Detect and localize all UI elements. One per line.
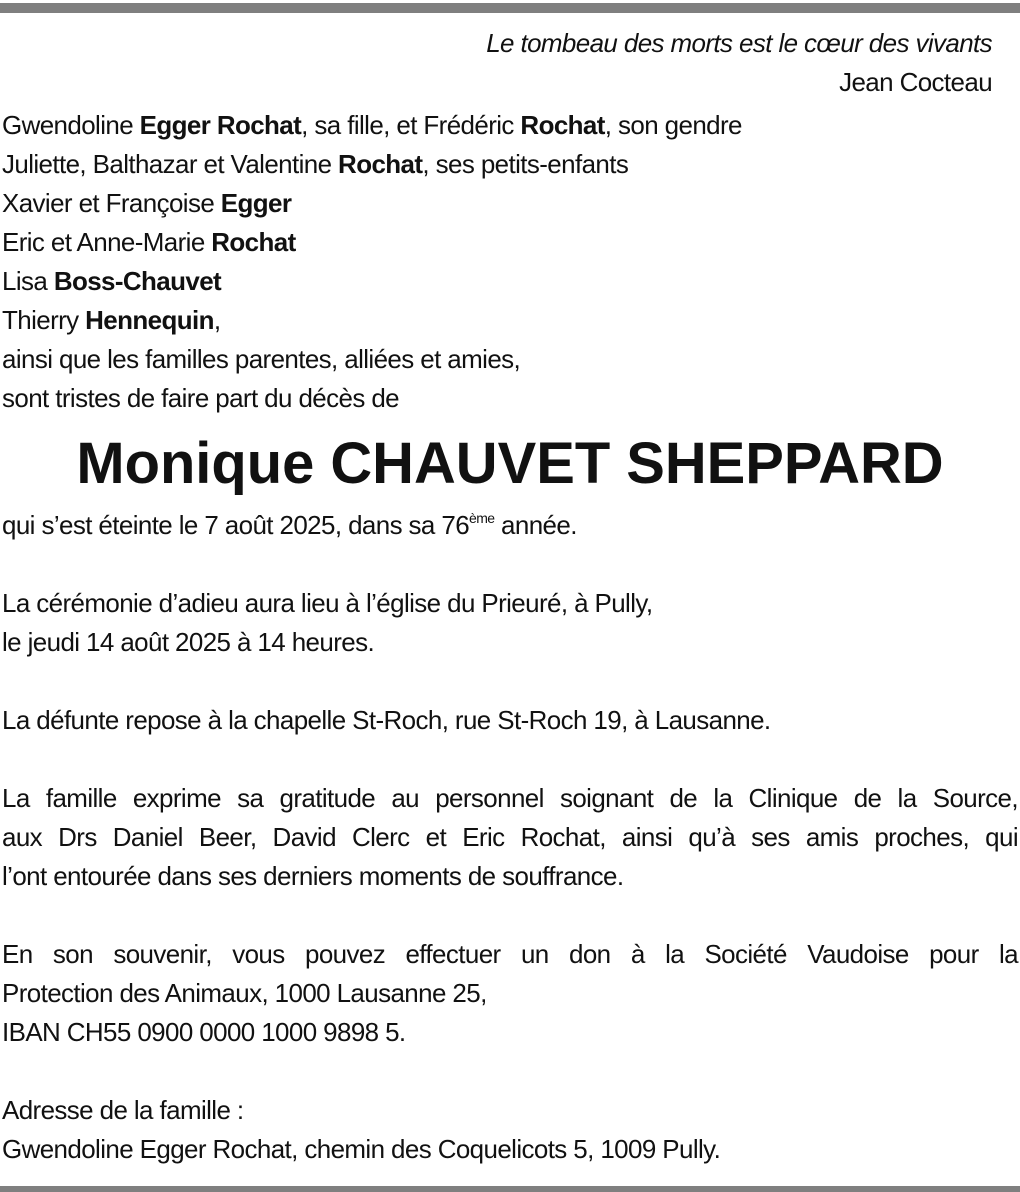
top-rule (0, 3, 1020, 13)
family-address: Adresse de la famille : Gwendoline Egger Rochat, chemin des Coquelicots 5, 1009 Pully. (2, 1095, 721, 1164)
mourner-line: Juliette, Balthazar et Valentine Rochat, ses petits-enfants (2, 149, 629, 179)
families-line: ainsi que les familles parentes, alliées et amies, (2, 344, 521, 374)
mourner-line: Gwendoline Egger Rochat, sa fille, et Frédéric Rochat, son gendre (2, 110, 742, 140)
deceased-name: Monique CHAUVET SHEPPARD (76, 431, 944, 496)
announcement-line: sont tristes de faire part du décès de (2, 383, 399, 413)
mourner-line: Lisa Boss-Chauvet (2, 266, 222, 296)
obituary-notice (2, 24, 1018, 1169)
mourners-list (2, 106, 1018, 418)
repose-paragraph: La défunte repose à la chapelle St-Roch, rue St-Roch 19, à Lausanne. (2, 705, 771, 735)
mourner-line: Eric et Anne-Marie Rochat (2, 227, 296, 257)
donation-paragraph: En son souvenir, vous pouvez effectuer un don à la Société Vaudoise pour la Protection des Animaux, 1000 Lausanne 25, IBAN CH55 0900 0000 1000 9898 5. (2, 935, 1018, 1052)
iban: IBAN CH55 0900 0000 1000 9898 5. (2, 1017, 406, 1047)
death-date-line: qui s’est éteinte le 7 août 2025, dans sa 76ème année. (2, 510, 577, 540)
ceremony-paragraph: La cérémonie d’adieu aura lieu à l’église du Prieuré, à Pully, le jeudi 14 août 2025 à 14 heures. (2, 588, 653, 657)
mourner-line: Xavier et Françoise Egger (2, 188, 292, 218)
gratitude-paragraph: La famille exprime sa gratitude au personnel soignant de la Clinique de la Source, aux Drs Daniel Beer, David Clerc et Eric Rochat, ainsi qu’à ses amis proches, qui l’ont entourée dans ses derniers moments de souffrance. (2, 783, 1018, 891)
bottom-rule (0, 1186, 1020, 1192)
quote-text: Le tombeau des morts est le cœur des vivants (486, 28, 993, 58)
epigraph (2, 24, 1018, 102)
quote-author: Jean Cocteau (839, 67, 993, 97)
mourner-line: Thierry Hennequin, (2, 305, 221, 335)
